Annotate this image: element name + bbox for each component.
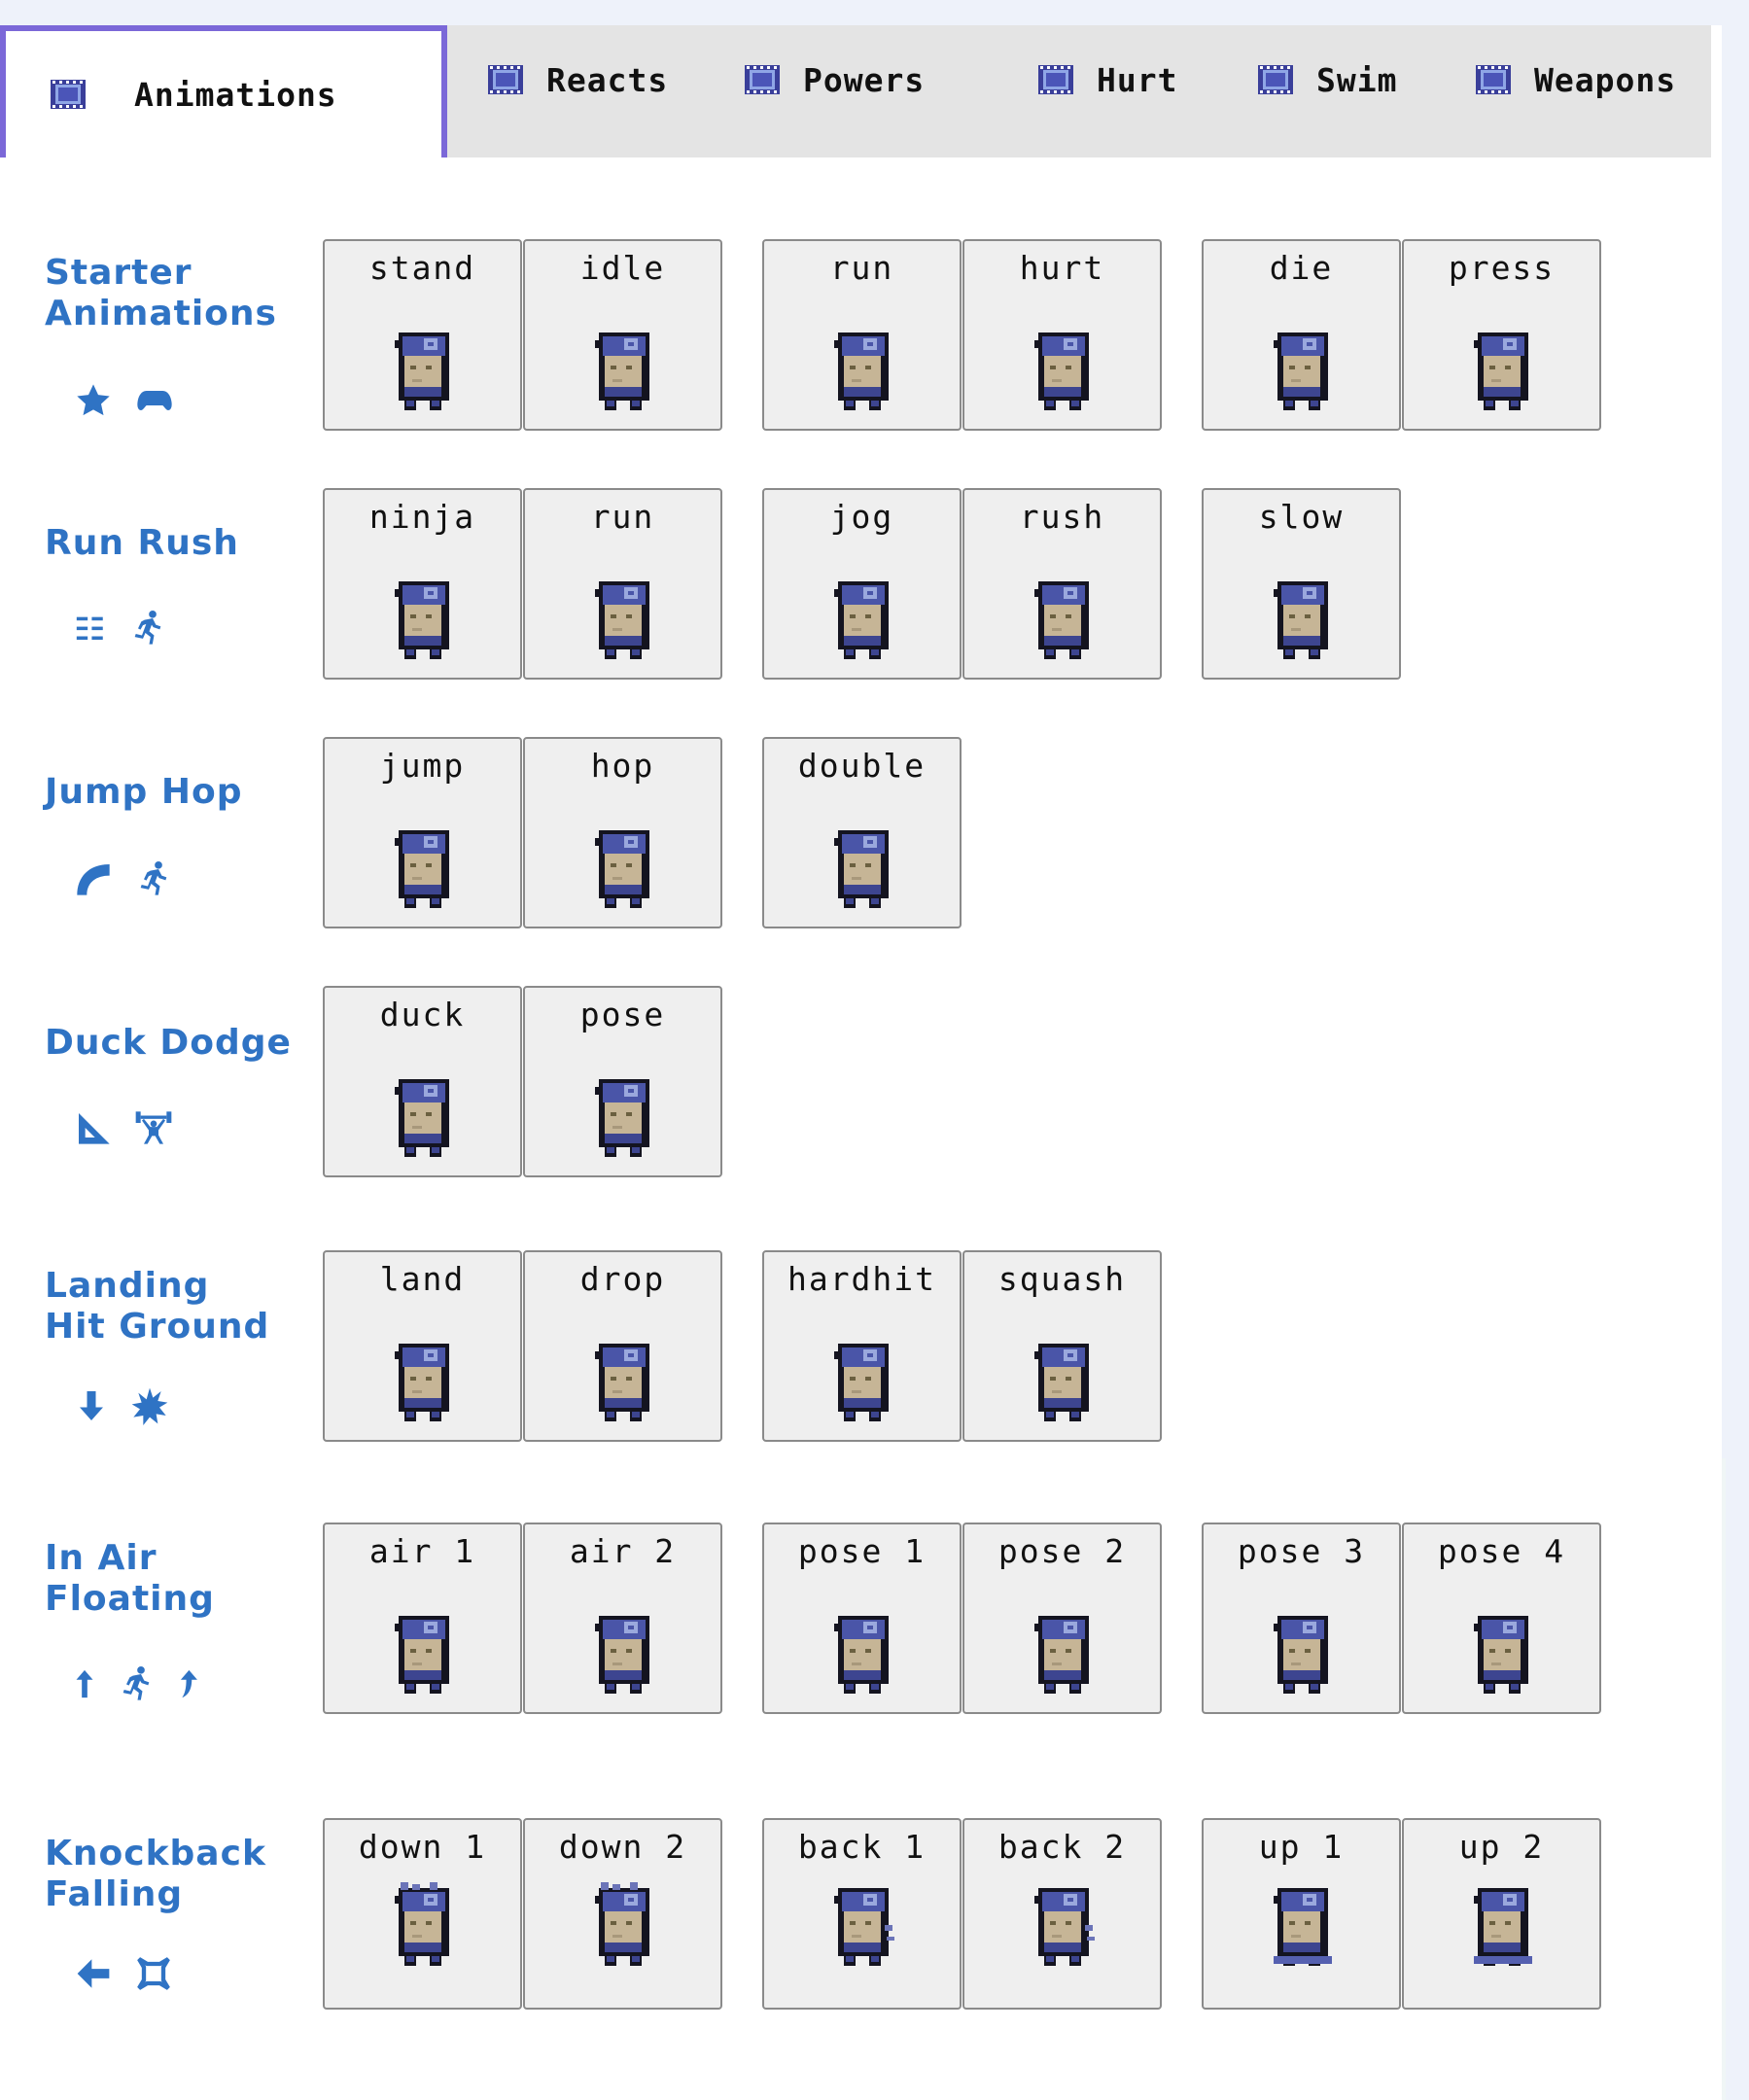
animation-name: back 1 <box>797 1828 927 1866</box>
character-sprite <box>591 1610 657 1699</box>
animation-name: hardhit <box>787 1260 937 1298</box>
group-title: Duck Dodge <box>45 1023 292 1063</box>
film-icon <box>1258 65 1293 94</box>
animation-card[interactable] <box>1202 1522 1401 1714</box>
arrow-left-icon <box>74 1956 113 1991</box>
character-sprite <box>591 824 657 914</box>
animation-name: hop <box>590 747 655 785</box>
star-icon <box>74 381 113 420</box>
group-title: In Air Floating <box>45 1538 215 1619</box>
animation-name: down 1 <box>358 1828 487 1866</box>
character-sprite <box>391 576 457 665</box>
group-icons <box>74 1108 173 1147</box>
group-icons <box>74 609 167 648</box>
animation-card[interactable] <box>762 1818 962 2010</box>
character-sprite <box>391 1073 457 1163</box>
animation-card[interactable] <box>523 488 722 680</box>
animation-card[interactable] <box>1202 488 1401 680</box>
character-sprite <box>830 1338 896 1427</box>
animation-name: jump <box>379 747 466 785</box>
group-title: Knockback Falling <box>45 1834 266 1914</box>
character-sprite <box>1270 327 1336 416</box>
character-sprite <box>1270 576 1336 665</box>
tab-reacts[interactable] <box>488 14 668 146</box>
animation-name: die <box>1269 249 1334 287</box>
character-sprite <box>830 576 896 665</box>
animation-name: run <box>829 249 894 287</box>
animation-name: slow <box>1258 498 1345 536</box>
animation-card[interactable] <box>1202 1818 1401 2010</box>
tab-bar <box>0 25 1711 158</box>
tab-label: Hurt <box>1097 60 1178 99</box>
burst-icon <box>130 1386 169 1425</box>
tab-powers[interactable] <box>745 14 925 146</box>
running-person-icon <box>117 1664 156 1703</box>
animation-card[interactable] <box>762 488 962 680</box>
animation-card[interactable] <box>1402 1818 1601 2010</box>
group-icons <box>74 381 175 420</box>
character-sprite <box>591 1073 657 1163</box>
tab-label: Reacts <box>546 60 669 99</box>
character-sprite <box>830 824 896 914</box>
weightlifter-icon <box>134 1108 173 1147</box>
animation-card[interactable] <box>523 239 722 431</box>
character-sprite <box>1470 1610 1536 1699</box>
animation-name: pose <box>579 996 666 1033</box>
character-sprite <box>591 576 657 665</box>
animation-card[interactable] <box>1202 239 1401 431</box>
animation-name: down 2 <box>558 1828 687 1866</box>
character-sprite <box>391 1610 457 1699</box>
gamepad-icon <box>134 381 175 420</box>
animation-name: jog <box>829 498 894 536</box>
arrow-up-icon <box>74 1667 95 1700</box>
group-icons <box>74 1664 198 1703</box>
animation-name: squash <box>997 1260 1127 1298</box>
film-icon <box>745 65 780 94</box>
animation-card[interactable] <box>762 737 962 928</box>
quarter-circle-icon <box>74 859 113 898</box>
character-sprite <box>830 1610 896 1699</box>
animation-name: pose 3 <box>1237 1532 1366 1570</box>
animation-card[interactable] <box>762 1522 962 1714</box>
animation-card[interactable] <box>962 239 1162 431</box>
animation-name: double <box>797 747 927 785</box>
animation-name: up 1 <box>1258 1828 1345 1866</box>
animation-card[interactable] <box>1402 239 1601 431</box>
animation-card[interactable] <box>523 737 722 928</box>
character-sprite <box>1031 1610 1097 1699</box>
character-sprite <box>1270 1882 1336 1972</box>
animation-card[interactable] <box>323 488 522 680</box>
animation-name: pose 2 <box>997 1532 1127 1570</box>
group-title: Jump Hop <box>45 772 243 812</box>
animation-groups <box>0 158 1722 2100</box>
animation-card[interactable] <box>523 986 722 1177</box>
animation-name: stand <box>368 249 476 287</box>
character-sprite <box>830 327 896 416</box>
tab-weapons[interactable] <box>1476 14 1676 146</box>
animation-name: rush <box>1019 498 1105 536</box>
animation-name: run <box>590 498 655 536</box>
tab-label: Weapons <box>1534 60 1677 99</box>
character-sprite <box>1031 1882 1097 1972</box>
animation-card[interactable] <box>323 1522 522 1714</box>
animation-card[interactable] <box>323 239 522 431</box>
character-sprite <box>1031 1338 1097 1427</box>
film-icon <box>488 65 523 94</box>
tab-swim[interactable] <box>1258 14 1397 146</box>
animation-card[interactable] <box>762 239 962 431</box>
animation-card[interactable] <box>962 1522 1162 1714</box>
animation-card[interactable] <box>762 1250 962 1442</box>
animation-card[interactable] <box>323 1818 522 2010</box>
animation-card[interactable] <box>523 1818 722 2010</box>
animation-card[interactable] <box>523 1250 722 1442</box>
group-icons <box>74 1954 173 1993</box>
group-title: Starter Animations <box>45 253 277 333</box>
animation-name: land <box>379 1260 466 1298</box>
animation-card[interactable] <box>323 1250 522 1442</box>
character-sprite <box>391 1338 457 1427</box>
group-icons <box>74 859 173 898</box>
animation-name: drop <box>579 1260 666 1298</box>
character-sprite <box>591 327 657 416</box>
animation-name: pose 1 <box>797 1532 927 1570</box>
scrollbar-track[interactable] <box>1722 0 1749 2100</box>
animation-card[interactable] <box>323 986 522 1177</box>
character-sprite <box>391 1882 457 1972</box>
character-sprite <box>830 1882 896 1972</box>
group-icons <box>74 1386 169 1425</box>
tab-label: Powers <box>803 60 926 99</box>
tab-hurt[interactable] <box>1038 14 1177 146</box>
group-title: Run Rush <box>45 523 239 563</box>
animation-card[interactable] <box>962 1818 1162 2010</box>
film-icon <box>1476 65 1511 94</box>
character-sprite <box>391 327 457 416</box>
lines-icon <box>74 612 107 645</box>
tab-animations[interactable] <box>0 25 447 158</box>
running-person-icon <box>128 609 167 648</box>
character-sprite <box>1031 327 1097 416</box>
animation-name: air 1 <box>368 1532 476 1570</box>
animation-name: air 2 <box>569 1532 677 1570</box>
animation-name: idle <box>579 249 666 287</box>
character-sprite <box>1270 1610 1336 1699</box>
character-sprite <box>1031 576 1097 665</box>
triangle-ruler-icon <box>74 1108 113 1147</box>
character-sprite <box>1470 1882 1536 1972</box>
animation-card[interactable] <box>1402 1522 1601 1714</box>
animation-name: press <box>1448 249 1556 287</box>
film-icon <box>51 80 86 109</box>
character-sprite <box>591 1882 657 1972</box>
animation-name: ninja <box>368 498 476 536</box>
tab-label: Swim <box>1316 60 1398 99</box>
animation-name: duck <box>379 996 466 1033</box>
arrow-down-icon <box>74 1386 109 1425</box>
character-sprite <box>391 824 457 914</box>
animation-card[interactable] <box>323 737 522 928</box>
arrow-up-curved-icon <box>177 1667 198 1700</box>
group-title: Landing Hit Ground <box>45 1266 270 1347</box>
tab-label: Animations <box>134 75 337 114</box>
animation-name: back 2 <box>997 1828 1127 1866</box>
animation-card[interactable] <box>962 1250 1162 1442</box>
animation-card[interactable] <box>962 488 1162 680</box>
animation-name: pose 4 <box>1437 1532 1566 1570</box>
impact-icon <box>134 1954 173 1993</box>
character-sprite <box>591 1338 657 1427</box>
animation-name: hurt <box>1019 249 1105 287</box>
film-icon <box>1038 65 1073 94</box>
animation-card[interactable] <box>523 1522 722 1714</box>
running-person-icon <box>134 859 173 898</box>
character-sprite <box>1470 327 1536 416</box>
animation-name: up 2 <box>1458 1828 1545 1866</box>
